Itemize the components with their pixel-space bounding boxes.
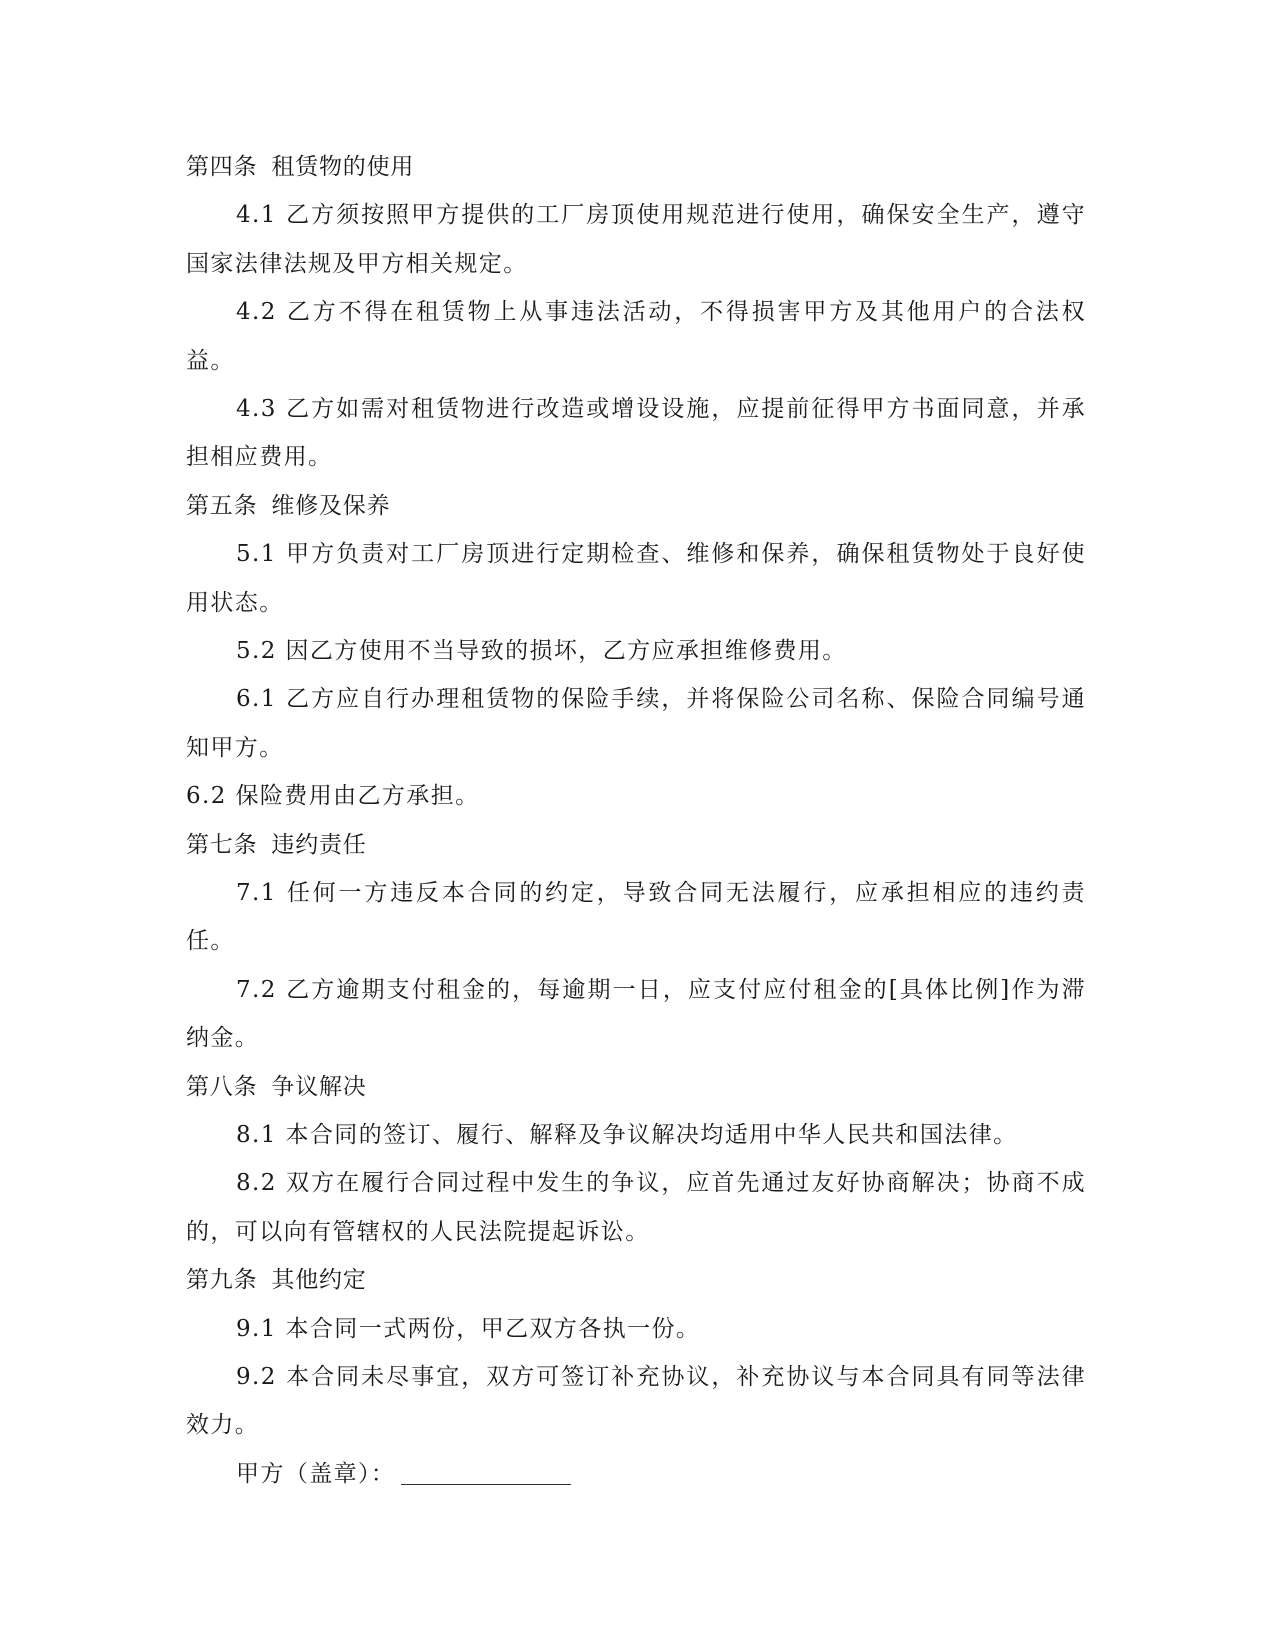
article-title: 其他约定 — [271, 1267, 367, 1294]
article-number: 第八条 — [186, 1073, 258, 1100]
clause-7-1: 7.1 任何一方违反本合同的约定，导致合同无法履行，应承担相应的违约责任。 — [186, 880, 1086, 955]
article-title: 争议解决 — [271, 1073, 367, 1100]
clause-4-2: 4.2 乙方不得在租赁物上从事违法活动，不得损害甲方及其他用户的合法权益。 — [186, 299, 1086, 374]
signature-blank[interactable] — [401, 1456, 571, 1485]
article-heading — [186, 143, 1086, 191]
article-number: 第四条 — [186, 154, 258, 180]
article-title: 维修及保养 — [271, 492, 391, 519]
party-a-seal-label: 甲方（盖章）： — [236, 1460, 396, 1487]
signature-line-party-a — [186, 1450, 1086, 1498]
clause-5-1: 5.1 甲方负责对工厂房顶进行定期检查、维修和保养，确保租赁物处于良好使用状态。 — [186, 541, 1086, 616]
clause-8-2: 8.2 双方在履行合同过程中发生的争议，应首先通过友好协商解决；协商不成的，可以向有管辖权的人民法院提起诉讼。 — [186, 1170, 1086, 1245]
clause-6-1: 6.1 乙方应自行办理租赁物的保险手续，并将保险公司名称、保险合同编号通知甲方。 — [186, 686, 1086, 761]
clause-7-2: 7.2 乙方逾期支付租金的，每逾期一日，应支付应付租金的[具体比例]作为滞纳金。 — [186, 976, 1086, 1052]
article-number: 第五条 — [186, 492, 258, 519]
article-heading — [186, 821, 1086, 869]
article-heading — [186, 1256, 1086, 1304]
article-heading — [186, 482, 1086, 530]
clause-5-2: 5.2 因乙方使用不当导致的损坏，乙方应承担维修费用。 — [236, 638, 847, 665]
article-title: 租赁物的使用 — [271, 154, 415, 180]
article-number: 第九条 — [186, 1267, 258, 1294]
article-heading — [186, 1063, 1086, 1111]
clause-9-2: 9.2 本合同未尽事宜，双方可签订补充协议，补充协议与本合同具有同等法律效力。 — [186, 1364, 1086, 1439]
article-number: 第七条 — [186, 831, 258, 858]
clause-6-2: 6.2 保险费用由乙方承担。 — [186, 783, 480, 810]
contract-body — [186, 143, 1086, 1498]
clause-8-1: 8.1 本合同的签订、履行、解释及争议解决均适用中华人民共和国法律。 — [236, 1122, 1018, 1149]
clause-4-3: 4.3 乙方如需对租赁物进行改造或增设设施，应提前征得甲方书面同意，并承担相应费用。 — [186, 396, 1086, 471]
article-title: 违约责任 — [271, 831, 367, 858]
clause-4-1: 4.1 乙方须按照甲方提供的工厂房顶使用规范进行使用，确保安全生产，遵守国家法律法规及甲方相关规定。 — [186, 202, 1086, 277]
clause-9-1: 9.1 本合同一式两份，甲乙双方各执一份。 — [236, 1315, 701, 1342]
